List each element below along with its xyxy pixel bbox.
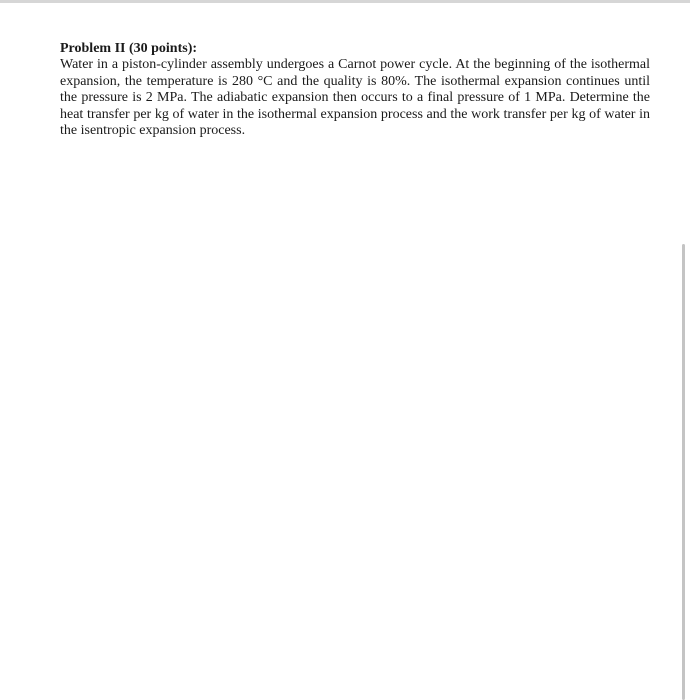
top-divider	[0, 0, 690, 3]
problem-heading: Problem II (30 points):	[60, 41, 198, 56]
problem-block	[60, 40, 650, 140]
scrollbar-thumb[interactable]	[682, 244, 685, 700]
problem-statement: Water in a piston-cylinder assembly undergoes a Carnot power cycle. At the beginning of the isothermal expansion, the temperature is 280 °C and the quality is 80%. The isothermal expansion continues until the pressure is 2 MPa. The adiabatic expansion then occurs to a final pressure of 1 MPa. Determine the heat transfer per kg of water in the isothermal expansion process and the work transfer per kg of water in the isentropic expansion process.	[60, 57, 650, 138]
